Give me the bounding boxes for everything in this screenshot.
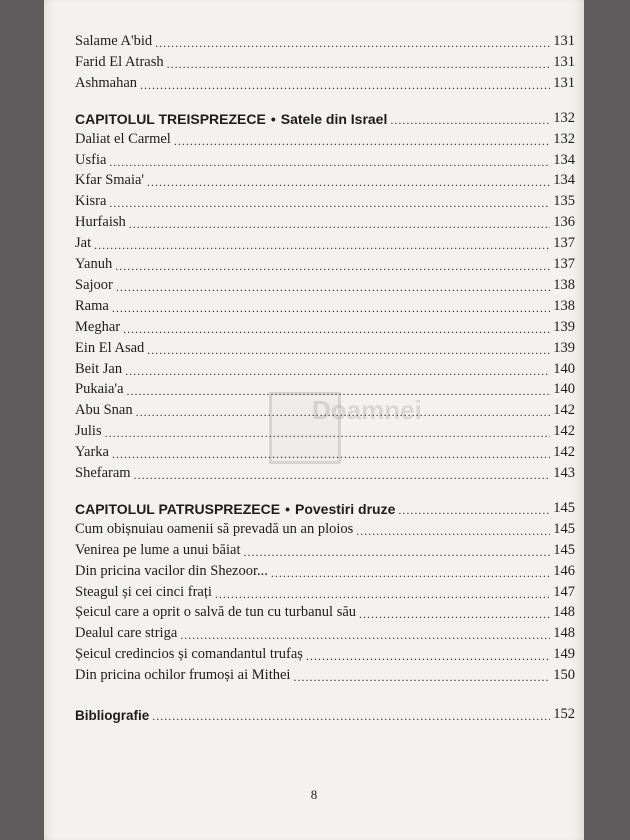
entry-title: Jat — [75, 235, 92, 252]
toc-entry — [75, 211, 575, 231]
dot-leader — [105, 426, 551, 440]
entry-title: Meghar — [75, 318, 121, 335]
chapter-page-number: 145 — [553, 499, 575, 516]
entry-title: Daliat el Carmel — [75, 130, 171, 147]
dot-leader — [174, 134, 550, 148]
entry-title: Șeicul credincios și comandantul trufaș — [75, 646, 303, 663]
dot-leader — [94, 238, 550, 252]
bibliography-page-number: 152 — [553, 706, 575, 722]
toc-entry — [75, 622, 575, 642]
dot-leader — [180, 628, 550, 642]
toc-entry — [75, 539, 575, 559]
dot-leader — [271, 566, 550, 580]
entry-page-number: 142 — [553, 423, 575, 440]
dot-leader — [125, 364, 550, 378]
dot-leader — [147, 343, 550, 357]
entry-title: Din pricina vacilor din Shezoor... — [75, 562, 268, 579]
entry-page-number: 131 — [553, 74, 575, 91]
entry-title: Julis — [75, 423, 102, 440]
entry-page-number: 145 — [553, 520, 575, 537]
toc-entry — [75, 601, 575, 621]
entry-title: Pukaia'a — [75, 381, 124, 398]
toc-entry — [75, 581, 575, 601]
dot-leader — [112, 447, 550, 461]
toc-entry — [75, 128, 575, 148]
entry-page-number: 139 — [553, 318, 575, 335]
dot-leader — [136, 405, 551, 419]
entry-page-number: 150 — [553, 667, 575, 684]
entry-page-number: 134 — [553, 151, 575, 168]
toc-entry — [75, 316, 575, 336]
dot-leader — [140, 78, 550, 92]
dot-leader — [109, 155, 550, 169]
bibliography-entry — [75, 703, 575, 723]
entry-page-number: 134 — [553, 172, 575, 189]
entry-title: Dealul care striga — [75, 625, 178, 642]
entry-title: Venirea pe lume a unui băiat — [75, 541, 241, 558]
entry-page-number: 143 — [553, 465, 575, 481]
dot-leader — [116, 280, 550, 294]
entry-page-number: 136 — [553, 214, 575, 231]
toc-entry — [75, 518, 575, 538]
toc-entry — [75, 72, 575, 92]
chapter-heading — [75, 497, 575, 517]
entry-title: Cum obișnuiau oamenii să prevadă un an ploios — [75, 520, 354, 537]
dot-leader — [215, 587, 550, 601]
toc-entry — [75, 664, 575, 684]
entry-page-number: 142 — [553, 444, 575, 461]
entry-title: Beit Jan — [75, 360, 123, 377]
entry-page-number: 131 — [553, 33, 575, 49]
chapter-title — [75, 501, 395, 517]
entry-page-number: 135 — [553, 193, 575, 210]
dot-leader — [390, 113, 550, 127]
entry-page-number: 132 — [553, 130, 575, 147]
entry-title: Din pricina ochilor frumoși ai Mithei — [75, 667, 291, 684]
toc-entry — [75, 441, 575, 461]
toc-entry — [75, 295, 575, 315]
entry-title: Abu Snan — [75, 402, 133, 419]
toc-entry — [75, 420, 575, 440]
bibliography-title: Bibliografie — [75, 708, 150, 723]
toc-entry — [75, 643, 575, 663]
dot-leader — [112, 301, 550, 315]
toc-entry — [75, 149, 575, 169]
entry-page-number: 137 — [553, 235, 575, 252]
dot-leader — [155, 36, 550, 50]
toc-entry — [75, 190, 575, 210]
toc-entry — [75, 232, 575, 252]
dot-leader — [123, 322, 550, 336]
entry-title: Șeicul care a oprit o salvă de tun cu turbanul său — [75, 604, 357, 621]
dot-leader — [243, 545, 550, 559]
entry-title: Hurfaish — [75, 214, 126, 231]
entry-page-number: 146 — [553, 562, 575, 579]
chapter-subtitle: Satele din Israel — [280, 110, 388, 127]
dot-leader — [293, 670, 550, 684]
dot-leader — [152, 709, 550, 723]
page-number: 8 — [310, 787, 318, 802]
toc-entry — [75, 51, 575, 71]
entry-page-number: 145 — [553, 541, 575, 558]
chapter-subtitle: Povestiri druze — [295, 500, 396, 517]
entry-title: Salame A'bid — [75, 33, 153, 49]
toc-entry — [75, 274, 575, 294]
toc-entry — [75, 337, 575, 357]
entry-page-number: 140 — [553, 381, 575, 398]
entry-page-number: 131 — [553, 53, 575, 70]
toc-entry — [75, 358, 575, 378]
chapter-label: CAPITOLUL TREISPREZECE — [75, 110, 266, 127]
entry-page-number: 138 — [553, 297, 575, 314]
toc-entry — [75, 399, 575, 419]
entry-page-number: 149 — [553, 646, 575, 663]
entry-page-number: 140 — [553, 360, 575, 377]
watermark-text: Doamnei — [312, 395, 422, 425]
dot-leader — [147, 175, 550, 189]
entry-title: Steagul și cei cinci frați — [75, 583, 212, 600]
dot-leader — [115, 259, 550, 273]
entry-title: Kfar Smaia' — [75, 172, 145, 189]
dot-leader — [134, 468, 551, 482]
toc-entry — [75, 560, 575, 580]
entry-page-number: 137 — [553, 256, 575, 272]
chapter-heading — [75, 107, 575, 127]
entry-title: Shefaram — [75, 465, 131, 481]
dot-leader — [398, 503, 550, 517]
entry-title: Yarka — [75, 444, 109, 461]
toc-entry — [75, 378, 575, 398]
toc-entry — [75, 169, 575, 189]
entry-title: Rama — [75, 297, 109, 314]
chapter-title — [75, 111, 387, 127]
dot-leader — [306, 649, 550, 663]
entry-page-number: 148 — [553, 604, 575, 621]
entry-title: Yanuh — [75, 256, 113, 272]
toc-entry — [75, 253, 575, 273]
entry-title: Usfia — [75, 151, 107, 168]
entry-title: Ein El Asad — [75, 339, 145, 356]
toc-entry — [75, 30, 575, 50]
dot-leader — [109, 196, 550, 210]
chapter-label: CAPITOLUL PATRUSPREZECE — [75, 500, 281, 517]
toc-entry — [75, 462, 575, 482]
dot-leader — [356, 524, 550, 538]
entry-title: Farid El Atrash — [75, 53, 164, 70]
dot-leader — [359, 607, 550, 621]
entry-page-number: 138 — [553, 276, 575, 293]
chapter-separator: • — [285, 500, 290, 517]
dot-leader — [127, 384, 551, 398]
entry-title: Sajoor — [75, 276, 113, 293]
dot-leader — [129, 217, 551, 231]
book-page — [44, 0, 584, 840]
dot-leader — [167, 57, 551, 71]
entry-page-number: 142 — [553, 402, 575, 419]
entry-page-number: 139 — [553, 339, 575, 356]
chapter-separator: • — [270, 110, 276, 127]
entry-title: Ashmahan — [75, 74, 138, 91]
entry-page-number: 147 — [553, 583, 575, 600]
chapter-page-number: 132 — [553, 109, 575, 126]
entry-page-number: 148 — [553, 625, 575, 642]
entry-title: Kisra — [75, 193, 107, 210]
